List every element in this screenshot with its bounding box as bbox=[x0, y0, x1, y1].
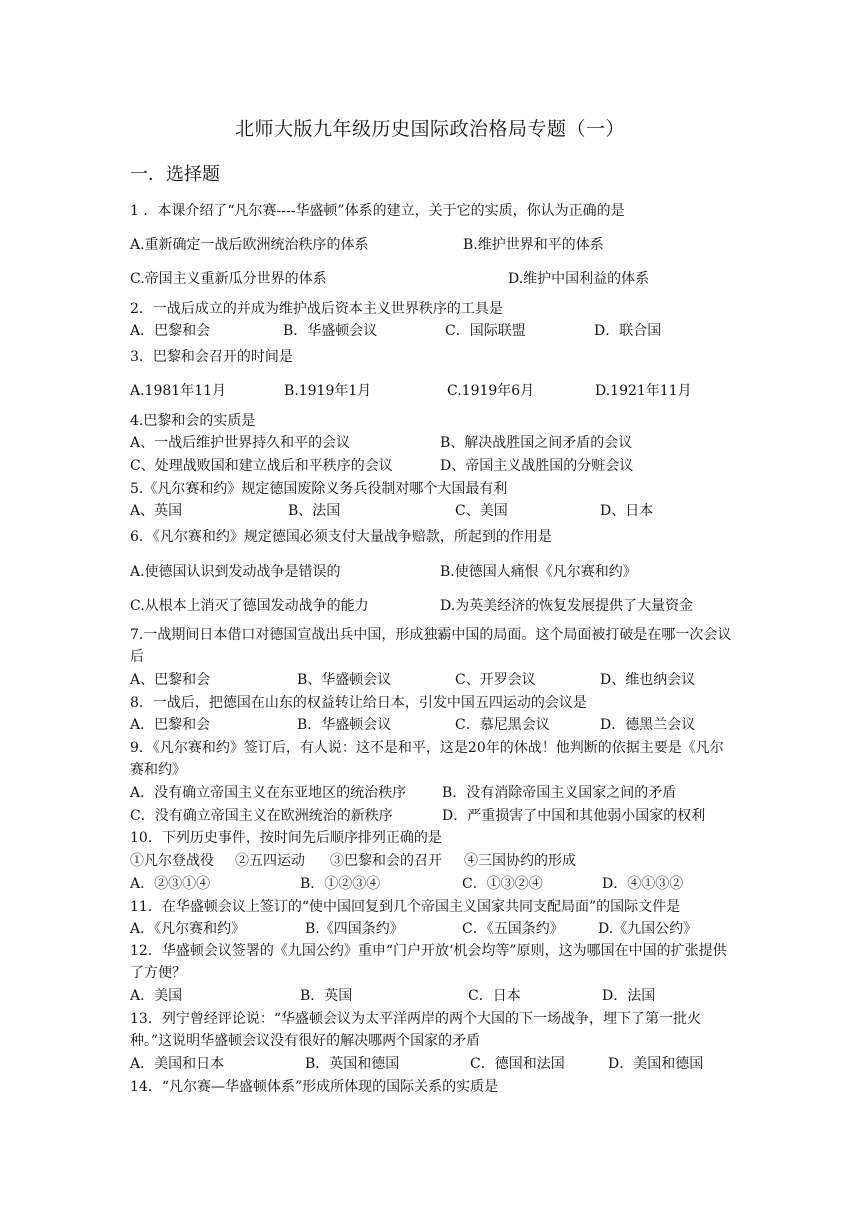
question-stem-1: 1 ．本课介绍了“凡尔赛----华盛顿”体系的建立，关于它的实质，你认为正确的是 bbox=[130, 203, 625, 219]
question-stem-10: 10．下列历史事件，按时间先后顺序排列正确的是 bbox=[130, 830, 442, 846]
question-stem-6: 6．《凡尔赛和约》规定德国必须支付大量战争赔款，所起到的作用是 bbox=[130, 529, 552, 545]
question-stem-8: 8．一战后，把德国在山东的权益转让给日本，引发中国五四运动的会议是 bbox=[130, 695, 587, 711]
option-row bbox=[130, 782, 735, 804]
question-stem-3: 3．巴黎和会召开的时间是 bbox=[130, 349, 293, 365]
question-stem-11: 11．在华盛顿会议上签订的“使中国回复到几个帝国主义国家共同支配局面”的国际文件是 bbox=[130, 899, 681, 915]
option-row bbox=[130, 805, 735, 827]
option-row bbox=[130, 873, 735, 895]
question-stem-12: 12．华盛顿会议签署的《九国公约》重申“门户开放‘机会均等”原则，这为哪国在中国的扩张提供了方便？ bbox=[130, 943, 727, 981]
option-d: D．严重损害了中国和其他弱小国家的权利 bbox=[442, 808, 706, 824]
option-d: D．法国 bbox=[602, 988, 656, 1004]
option-a: A．②③①④ bbox=[130, 876, 211, 892]
option-b: B、解决战胜国之间矛盾的会议 bbox=[440, 435, 633, 451]
option-b: B、法国 bbox=[288, 503, 341, 519]
option-row bbox=[130, 669, 735, 691]
question-stem-13: 13．列宁曾经评论说：“华盛顿会议为太平洋两岸的两个大国的下一场战争，埋下了第一批火种。”这说明华盛顿会议没有很好的解决哪两个国家的矛盾 bbox=[130, 1011, 701, 1049]
option-row bbox=[130, 432, 735, 454]
option-row bbox=[130, 595, 735, 617]
question-stem-7: 7.一战期间日本借口对德国宣战出兵中国，形成独霸中国的局面。这个局面被打破是在哪一次会议后 bbox=[130, 627, 732, 665]
question-stem-14: 14．“凡尔赛—华盛顿体系”形成所体现的国际关系的实质是 bbox=[130, 1079, 499, 1095]
question-stem-9: 9．《凡尔赛和约》签订后，有人说：这不是和平，这是20年的休战！他判断的依据主要是《凡尔赛和约》 bbox=[130, 740, 724, 778]
option-c: C.帝国主义重新瓜分世界的体系 bbox=[130, 271, 327, 287]
option-a: A．没有确立帝国主义在东亚地区的统治秩序 bbox=[130, 785, 407, 801]
option-d: D．④①③② bbox=[602, 876, 684, 892]
option-row bbox=[130, 714, 735, 736]
option-b: B．华盛顿会议 bbox=[283, 323, 378, 339]
option-d: D、日本 bbox=[600, 503, 654, 519]
event-item: ②五四运动 bbox=[235, 853, 305, 869]
option-c: C．德国和法国 bbox=[470, 1056, 565, 1072]
option-c: C．《五国条约》 bbox=[462, 921, 564, 937]
option-row bbox=[130, 500, 735, 522]
option-b: B．英国和德国 bbox=[305, 1056, 400, 1072]
option-c: C．国际联盟 bbox=[445, 323, 526, 339]
event-list bbox=[130, 850, 735, 872]
option-d: D、维也纳会议 bbox=[600, 672, 696, 688]
option-c: C．没有确立帝国主义在欧洲统治的新秩序 bbox=[130, 808, 393, 824]
option-row bbox=[130, 985, 735, 1007]
option-row bbox=[130, 320, 735, 342]
event-item: ④三国协约的形成 bbox=[464, 853, 576, 869]
option-a: A、英国 bbox=[130, 503, 183, 519]
option-c: C.从根本上消灭了德国发动战争的能力 bbox=[130, 598, 369, 614]
option-a: A．《凡尔赛和约》 bbox=[130, 921, 246, 937]
option-a: A．美国和日本 bbox=[130, 1056, 225, 1072]
option-c: C．①③②④ bbox=[462, 876, 543, 892]
section-heading: 一．选择题 bbox=[130, 164, 220, 185]
option-b: B.《四国条约》 bbox=[305, 921, 404, 937]
question-stem-5: 5.《凡尔赛和约》规定德国废除义务兵役制对哪个大国最有利 bbox=[130, 481, 508, 497]
option-a: A.重新确定一战后欧洲统治秩序的体系 bbox=[130, 237, 369, 253]
option-d: D.为英美经济的恢复发展提供了大量资金 bbox=[440, 598, 694, 614]
option-b: B．华盛顿会议 bbox=[297, 717, 392, 733]
event-item: ①凡尔登战役 bbox=[130, 853, 214, 869]
question-stem-2: 2．一战后成立的并成为维护战后资本主义世界秩序的工具是 bbox=[130, 301, 503, 317]
option-d: D.《九国公约》 bbox=[598, 921, 698, 937]
question-stem-4: 4.巴黎和会的实质是 bbox=[130, 413, 256, 429]
option-c: C.1919年6月 bbox=[447, 383, 535, 399]
option-row bbox=[130, 918, 735, 940]
option-d: D．联合国 bbox=[594, 323, 662, 339]
option-b: B．没有消除帝国主义国家之间的矛盾 bbox=[442, 785, 677, 801]
option-c: C、开罗会议 bbox=[455, 672, 536, 688]
option-row bbox=[130, 455, 735, 477]
option-a: A．巴黎和会 bbox=[130, 323, 211, 339]
option-a: A．巴黎和会 bbox=[130, 717, 211, 733]
page-title: 北师大版九年级历史国际政治格局专题（一） bbox=[234, 118, 625, 140]
option-d: D．德黑兰会议 bbox=[600, 717, 696, 733]
option-d: D．美国和德国 bbox=[608, 1056, 704, 1072]
option-a: A．美国 bbox=[130, 988, 183, 1004]
option-a: A、巴黎和会 bbox=[130, 672, 211, 688]
option-row bbox=[130, 268, 735, 290]
option-b: B．英国 bbox=[300, 988, 353, 1004]
option-c: C、处理战败国和建立战后和平秩序的会议 bbox=[130, 458, 393, 474]
option-c: C．日本 bbox=[468, 988, 521, 1004]
option-d: D.维护中国利益的体系 bbox=[508, 271, 650, 287]
option-row bbox=[130, 1053, 735, 1075]
option-b: B.维护世界和平的体系 bbox=[463, 237, 604, 253]
event-item: ③巴黎和会的召开 bbox=[330, 853, 442, 869]
option-d: D、帝国主义战胜国的分赃会议 bbox=[440, 458, 634, 474]
option-b: B．①②③④ bbox=[300, 876, 381, 892]
option-c: C．慕尼黑会议 bbox=[455, 717, 550, 733]
option-a: A.1981年11月 bbox=[130, 383, 227, 399]
option-row bbox=[130, 561, 735, 583]
option-b: B.使德国人痛恨《凡尔赛和约》 bbox=[440, 564, 637, 580]
option-a: A.使德国认识到发动战争是错误的 bbox=[130, 564, 341, 580]
option-d: D.1921年11月 bbox=[595, 383, 692, 399]
option-row bbox=[130, 380, 735, 402]
option-b: B.1919年1月 bbox=[284, 383, 372, 399]
option-c: C、美国 bbox=[455, 503, 508, 519]
option-b: B、华盛顿会议 bbox=[297, 672, 392, 688]
option-a: A、一战后维护世界持久和平的会议 bbox=[130, 435, 351, 451]
option-row bbox=[130, 234, 735, 256]
